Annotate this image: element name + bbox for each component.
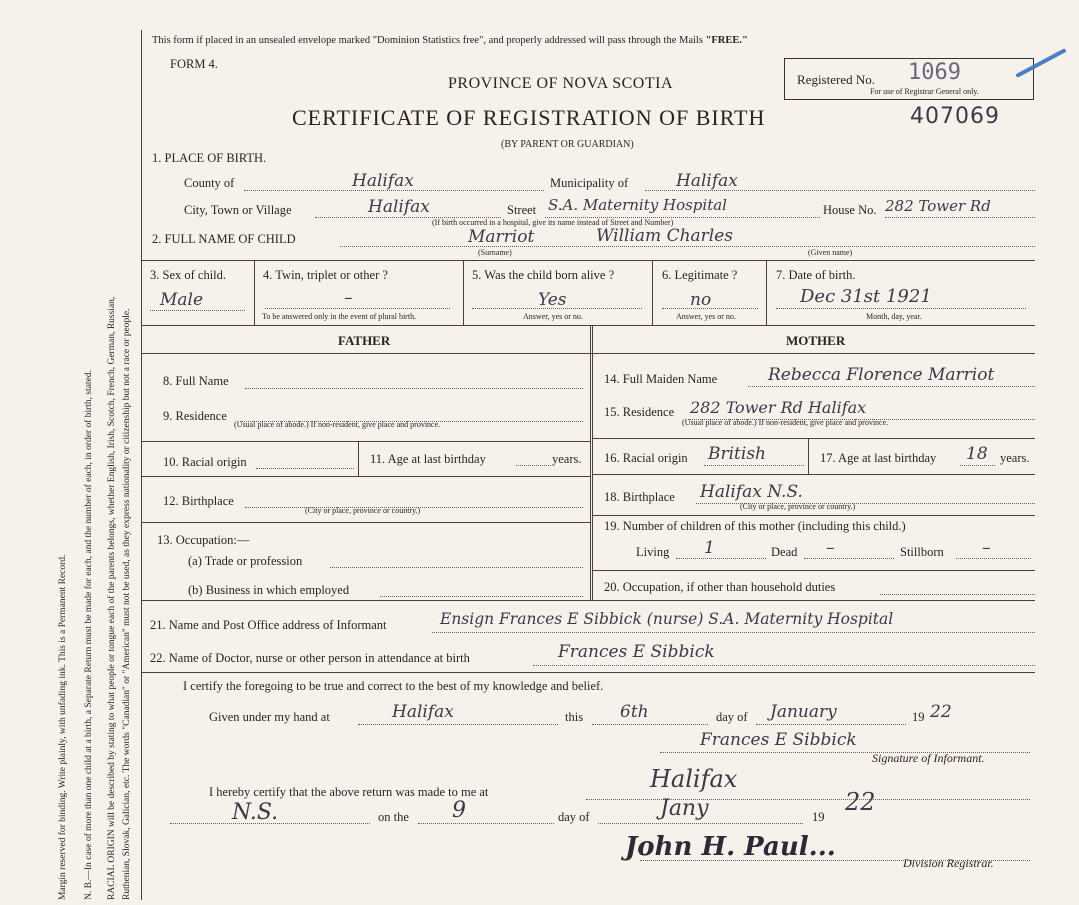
father-racial-label: 10. Racial origin [163,455,247,469]
registrar-on-value: 9 [452,798,466,823]
margin-note-3: RACIAL ORIGIN will be described by stating to what people or tongue each of the parents belongs, whether English, Irish, Scotch, French, German, Russian, [107,296,117,900]
father-occupation-label: 13. Occupation:— [157,533,250,547]
twin-value: – [344,288,353,308]
mail-notice: This form if placed in an unsealed envelope marked "Dominion Statistics free", and properly addressed will pass through the Mails "FREE." [152,35,748,46]
municipality-label: Municipality of [550,176,629,190]
registrar-caption: Division Registrar. [903,856,994,870]
registrar-year: 22 [845,788,876,816]
father-trade-label: (a) Trade or profession [188,554,303,568]
father-birthplace-label: 12. Birthplace [163,494,234,508]
registrar-on-label: on the [378,810,409,824]
registrar-use-note: For use of Registrar General only. [870,87,979,96]
given-label: Given under my hand at [209,710,330,724]
mother-racial-value: British [708,444,766,464]
mother-age-label: 17. Age at last birthday [820,451,937,465]
mother-birthplace-label: 18. Birthplace [604,490,675,504]
mother-heading: MOTHER [786,333,846,348]
father-birthplace-caption: (City or place, province or country.) [305,506,421,515]
this-label: this [565,710,584,724]
date-of-birth-label: 7. Date of birth. [776,268,856,282]
registered-number: 1069 [908,60,961,85]
street-label: Street [507,203,537,217]
living-value: 1 [704,538,715,558]
father-residence-caption: (Usual place of abode.) If non-resident, give place and province. [234,420,441,429]
twin-label: 4. Twin, triplet or other ? [263,268,388,282]
child-surname: Marriot [468,227,535,247]
margin-border [141,30,142,900]
stillborn-value: – [982,538,991,558]
county-value: Halifax [352,171,414,191]
mother-residence-value: 282 Tower Rd Halifax [690,398,867,417]
registrar-statement: I hereby certify that the above return was made to me at [209,785,489,799]
alive-label: 5. Was the child born alive ? [472,268,615,282]
registrar-signature: John H. Paul... [625,832,836,862]
informant-label: 21. Name and Post Office address of Informant [150,618,387,632]
margin-note-2: N. B.—In case of more than one child at a birth, a Separate Return must be made for each, and the number of each, in order of birth, stated. [84,370,94,900]
certificate-number: 407069 [910,104,1000,129]
municipality-value: Halifax [676,171,738,191]
informant-signature: Frances E Sibbick [700,730,857,750]
given-year: 22 [930,702,952,722]
mother-name-label: 14. Full Maiden Name [604,372,718,386]
given-month: January [770,702,837,722]
legitimate-label: 6. Legitimate ? [662,268,738,282]
registered-label: Registered No. [797,72,875,87]
sex-label: 3. Sex of child. [150,268,227,282]
informant-value: Ensign Frances E Sibbick (nurse) S.A. Maternity Hospital [440,610,894,628]
dead-label: Dead [771,545,798,559]
house-value: 282 Tower Rd [885,197,991,215]
mother-residence-label: 15. Residence [604,405,675,419]
date-caption: Month, day, year. [866,312,922,321]
legitimate-value: no [690,290,712,310]
date-of-birth-value: Dec 31st 1921 [800,286,932,307]
parents-divider [590,325,593,600]
father-business-label: (b) Business in which employed [188,583,350,597]
province-heading: PROVINCE OF NOVA SCOTIA [448,75,674,92]
sex-value: Male [160,290,204,310]
certify-statement: I certify the foregoing to be true and correct to the best of my knowledge and belief. [183,679,604,693]
legitimate-caption: Answer, yes or no. [676,312,736,321]
mother-name-value: Rebecca Florence Marriot [768,365,995,385]
house-label: House No. [823,203,877,217]
father-residence-label: 9. Residence [163,409,227,423]
given-dayof-label: day of [716,710,748,724]
living-label: Living [636,545,670,559]
registrar-year-prefix: 19 [812,810,825,824]
certificate-subtitle: (BY PARENT OR GUARDIAN) [501,139,634,150]
father-age-label: 11. Age at last birthday [370,452,486,466]
doctor-value: Frances E Sibbick [558,642,715,662]
registrar-place-province: N.S. [232,800,279,825]
form-number: FORM 4. [170,57,218,71]
registrar-month: Jany [660,796,709,821]
margin-note-4: Ruthenian, Slovak, Galician, etc. The words "Canadian" or "American" must not be used, as they express nationality or citizenship but not a race or people. [122,308,132,900]
father-name-label: 8. Full Name [163,374,229,388]
stillborn-label: Stillborn [900,545,944,559]
child-given-name: William Charles [596,226,734,246]
margin-note-1: Margin reserved for binding. Write plainly, with unfading ink. This is a Permanent Record. [58,554,68,900]
father-years: years. [552,452,582,466]
city-value: Halifax [368,197,430,217]
street-value: S.A. Maternity Hospital [548,196,727,214]
doctor-label: 22. Name of Doctor, nurse or other person in attendance at birth [150,651,470,665]
twin-caption: To be answered only in the event of plural birth. [262,312,417,321]
mother-birthplace-caption: (City or place, province or country.) [740,502,856,511]
mother-children-label: 19. Number of children of this mother (including this child.) [604,519,906,533]
mother-occupation-label: 20. Occupation, if other than household duties [604,580,836,594]
given-place: Halifax [392,702,454,722]
dead-value: – [826,538,835,558]
registrar-dayof-label: day of [558,810,590,824]
registrar-place: Halifax [650,765,738,793]
surname-caption: (Surname) [478,248,512,257]
certificate-title: CERTIFICATE OF REGISTRATION OF BIRTH [292,105,766,130]
mother-birthplace-value: Halifax N.S. [700,482,803,502]
alive-value: Yes [538,290,567,310]
mother-years: years. [1000,451,1030,465]
county-label: County of [184,176,235,190]
hospital-note: (If birth occurred in a hospital, give its name instead of Street and Number) [432,218,674,227]
this-value: 6th [620,702,649,722]
mother-racial-label: 16. Racial origin [604,451,688,465]
mother-residence-caption: (Usual place of abode.) If non-resident, give place and province. [682,418,889,427]
given-caption: (Given name) [808,248,853,257]
given-year-prefix: 19 [912,710,925,724]
place-of-birth-heading: 1. PLACE OF BIRTH. [152,151,267,165]
child-name-label: 2. FULL NAME OF CHILD [152,232,296,246]
city-label: City, Town or Village [184,203,292,217]
father-heading: FATHER [338,333,391,348]
mother-age-value: 18 [966,444,988,464]
alive-caption: Answer, yes or no. [523,312,583,321]
informant-signature-caption: Signature of Informant. [872,751,985,765]
